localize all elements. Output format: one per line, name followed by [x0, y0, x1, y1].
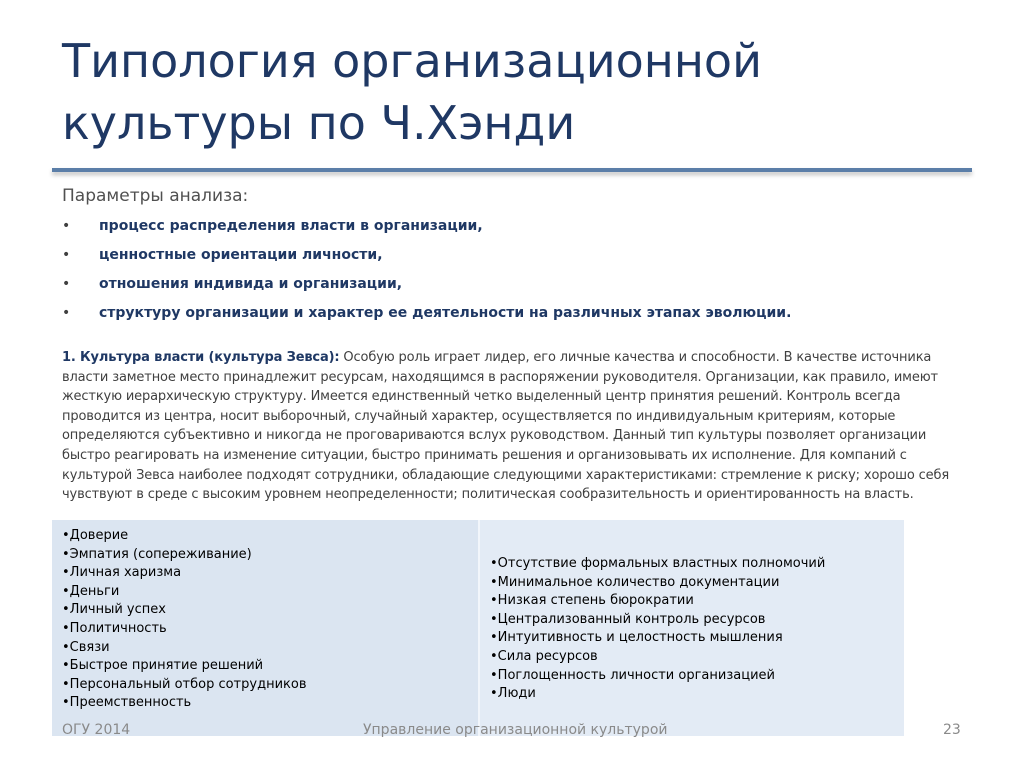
params-list-item [62, 214, 791, 243]
list-item: •Минимальное количество документации [490, 574, 780, 590]
slide-title-line-1: Типология организационной [62, 34, 762, 88]
characteristics-left-column [52, 520, 478, 736]
right-column-list [490, 555, 825, 704]
bullet-icon: • [62, 247, 71, 263]
list-item: •Личная харизма [62, 565, 182, 581]
footer-course-title: Управление организационной культурой [363, 722, 668, 738]
params-item-text: структуру организации и характер ее деятельности на различных этапах эволюции. [99, 305, 792, 321]
left-column-list [62, 527, 306, 713]
footer-organization: ОГУ 2014 [62, 722, 131, 738]
list-item: •Централизованный контроль ресурсов [490, 611, 766, 627]
list-item: •Политичность [62, 620, 167, 636]
params-item-text: процесс распределения власти в организации, [99, 218, 483, 234]
params-heading: Параметры анализа: [62, 186, 249, 206]
zeus-culture-body: Особую роль играет лидер, его личные качества и способности. В качестве источника власти заметное место принадлежит ресурсам, находящимся в распоряжении руководителя. Организации, как правило, имеют жесткую иерархическую структуру. Имеется единственный четко выделенный центр принятия решений. Контроль всегда проводится из центра, носит выборочный, случайный характер, осуществляется по индивидуальным критериям, которые определяются субъективно и никогда не проговариваются вслух руководством. Данный тип культуры позволяет организации быстро реагировать на изменение ситуации, быстро принимать решения и организовывать их исполнение. Для компаний с культурой Зевса наиболее подходят сотрудники, обладающие следующими характеристиками: стремление к риску; хорошо себя чувствуют в среде с высоким уровнем неопределенности; политическая сообразительность и ориентированность на власть. [62, 350, 950, 503]
list-item: •Отсутствие формальных властных полномочий [490, 556, 826, 571]
params-item-text: отношения индивида и организации, [99, 276, 403, 292]
list-item: •Персональный отбор сотрудников [62, 676, 307, 692]
params-item-text: ценностные ориентации личности, [99, 247, 383, 263]
params-list-item [62, 301, 791, 330]
zeus-culture-description [62, 348, 967, 505]
list-item: •Связи [62, 639, 110, 655]
slide-title [62, 30, 962, 154]
slide-title-line-2: культуры по Ч.Хэнди [62, 96, 576, 150]
list-item: •Люди [490, 686, 536, 702]
list-item: •Деньги [62, 583, 120, 599]
list-item: •Преемственность [62, 695, 192, 711]
list-item: •Быстрое принятие решений [62, 658, 264, 674]
characteristics-panel [52, 520, 904, 736]
title-divider [52, 168, 972, 172]
list-item: •Доверие [62, 528, 129, 543]
list-item: •Интуитивность и целостность мышления [490, 630, 783, 646]
list-item: •Сила ресурсов [490, 648, 598, 664]
params-list-item [62, 243, 791, 272]
params-list [62, 214, 791, 330]
list-item: •Низкая степень бюрократии [490, 593, 694, 609]
slide-number: 23 [943, 722, 961, 738]
zeus-culture-lead: 1. Культура власти (культура Зевса): [62, 350, 340, 365]
list-item: •Поглощенность личности организацией [490, 667, 775, 683]
bullet-icon: • [62, 305, 71, 321]
list-item: •Эмпатия (сопереживание) [62, 546, 252, 562]
list-item: •Личный успех [62, 602, 166, 618]
bullet-icon: • [62, 218, 71, 234]
bullet-icon: • [62, 276, 71, 292]
params-list-item [62, 272, 791, 301]
characteristics-right-column [480, 520, 904, 736]
